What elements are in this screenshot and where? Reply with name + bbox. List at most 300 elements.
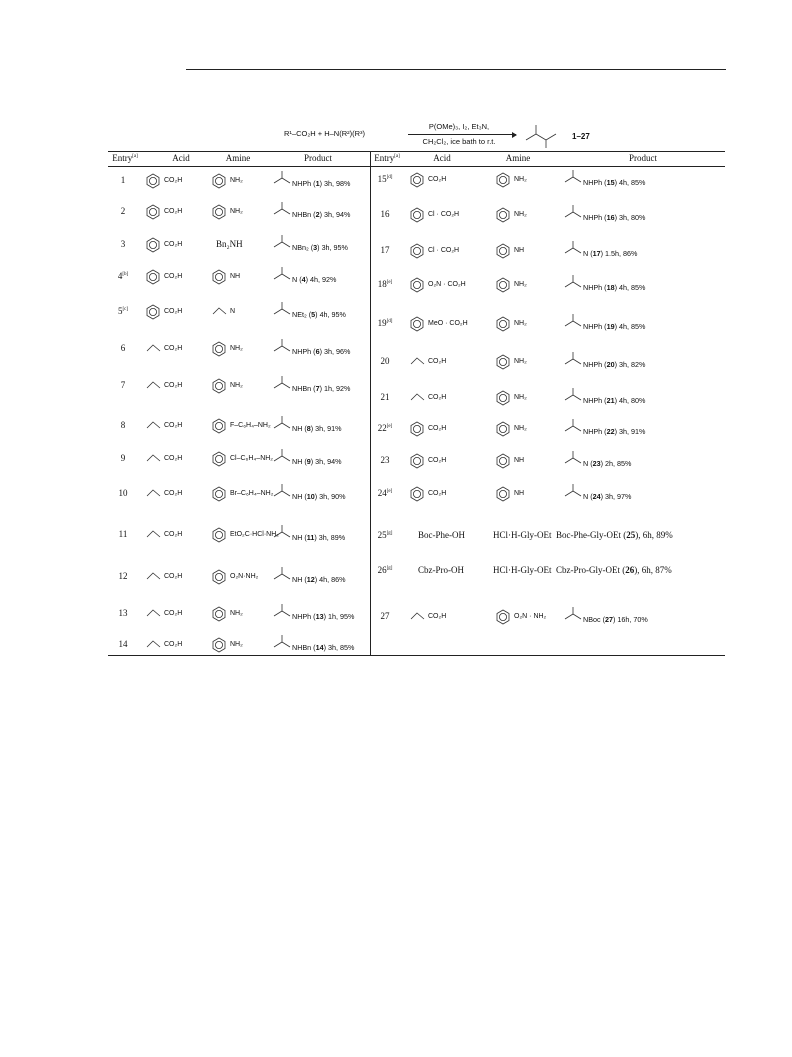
product-result: 3h, 82% — [618, 360, 646, 369]
amine-structure-svg — [496, 207, 512, 223]
compound-number: 19 — [606, 322, 615, 331]
amine-label: NH₂ — [230, 382, 243, 389]
product-text-group: NHPh (18) 4h, 85% — [583, 283, 646, 292]
product-substituent: NH — [292, 575, 303, 584]
product-text-group: NHPh (22) 3h, 91% — [583, 427, 646, 436]
product-result: 6h, 89% — [642, 530, 673, 540]
entry-number — [372, 174, 398, 184]
entry-footnote: [e] — [386, 424, 393, 429]
product-result: 3h, 98% — [323, 179, 351, 188]
entry-value: 26 — [377, 565, 387, 575]
compound-number: 27 — [604, 615, 613, 624]
entry-number — [372, 530, 398, 540]
amide-structure — [522, 122, 570, 150]
compound-number: 17 — [592, 249, 601, 258]
product-name: Boc-Phe-Gly-OEt (25), 6h, 89% — [556, 530, 673, 540]
entry-number — [372, 279, 398, 289]
product-result: 3h, 95% — [321, 243, 348, 252]
compound-number: 26 — [625, 565, 635, 575]
product-substituent: NHBn — [292, 384, 312, 393]
entry-value: 9 — [120, 453, 126, 463]
product-text-group: NH (10) 3h, 90% — [292, 492, 346, 501]
product-text-group: NBoc (27) 16h, 70% — [583, 615, 648, 624]
product-substituent: NHBn — [292, 643, 312, 652]
acid-structure — [410, 172, 426, 193]
acid-label: CO₂H — [164, 241, 183, 248]
amine-label: NH₂ — [514, 425, 527, 432]
product-substituent: NH — [292, 492, 303, 501]
entry-number — [110, 380, 136, 390]
product-text-group: NH (8) 3h, 91% — [292, 424, 342, 433]
entry-value: 15 — [377, 174, 387, 184]
header-entry-left — [110, 153, 140, 163]
amine-structure-svg — [212, 341, 228, 357]
acid-structure-svg — [410, 172, 426, 188]
reaction-arrow — [408, 134, 516, 135]
entry-value: 2 — [120, 206, 126, 216]
table-row — [108, 245, 725, 265]
product-substituent: NBoc — [583, 615, 601, 624]
acid-label: CO₂H — [164, 573, 183, 580]
product-result: 4h, 85% — [618, 283, 646, 292]
amine-structure-svg — [496, 421, 512, 437]
amine-structure-svg — [496, 277, 512, 293]
header-entry-text: Entry — [112, 153, 133, 163]
acid-structure-svg — [146, 341, 162, 357]
product-text-group: NEt₂ (5) 4h, 95% — [292, 310, 346, 319]
compound-number: 9 — [306, 457, 311, 466]
header-entry-text: Entry — [374, 153, 395, 163]
entry-number — [372, 565, 398, 575]
amine-structure — [496, 453, 512, 474]
product-substituent: N — [583, 249, 589, 258]
entry-value: 20 — [380, 356, 390, 366]
amine-label: NH₂ — [514, 358, 527, 365]
compound-number: 15 — [606, 178, 615, 187]
amine-structure — [496, 207, 512, 228]
amine-structure-svg — [496, 390, 512, 406]
product-result: 3h, 80% — [618, 213, 646, 222]
entry-footnote: [g] — [386, 566, 393, 571]
substrate-table — [108, 151, 725, 656]
amine-structure — [496, 421, 512, 442]
acid-label: Cl · CO₂H — [428, 211, 460, 218]
amine-structure-svg — [212, 637, 228, 653]
amine-structure-svg — [496, 316, 512, 332]
acid-structure-svg — [410, 316, 426, 332]
amine-label: NH₂ — [514, 211, 527, 218]
table-header — [108, 152, 725, 167]
table-row — [108, 488, 725, 508]
table-row — [108, 639, 725, 659]
amine-label: NH₂ — [230, 208, 243, 215]
entry-value: 17 — [380, 245, 390, 255]
acid-structure — [146, 637, 162, 658]
scheme-conditions-bottom: CH₂Cl₂, ice bath to r.t. — [422, 137, 496, 146]
entry-number — [372, 488, 398, 498]
acid-label: CO₂H — [164, 641, 183, 648]
entry-value: 1 — [120, 175, 126, 185]
entry-number — [110, 343, 136, 353]
amine-label: F–C₆H₄–NH₂ — [230, 422, 271, 429]
product-text-group: NHPh (20) 3h, 82% — [583, 360, 646, 369]
acid-label: CO₂H — [164, 208, 183, 215]
entry-number — [110, 306, 136, 316]
product-substituent: NH — [292, 424, 303, 433]
acid-label: O₂N · CO₂H — [428, 281, 466, 288]
scheme-conditions-top: P(OMe)₃, I₂, Et₃N, — [428, 122, 490, 131]
product-result: 16h, 70% — [617, 615, 648, 624]
entry-value: 6 — [120, 343, 126, 353]
product-name: Cbz-Pro-Gly-OEt (26), 6h, 87% — [556, 565, 672, 575]
amine-structure-svg — [496, 486, 512, 502]
entry-value: 24 — [377, 488, 387, 498]
compound-number: 1 — [315, 179, 320, 188]
amine-structure-svg — [496, 609, 512, 625]
amine-label: NH₂ — [514, 176, 527, 183]
acid-label: CO₂H — [164, 490, 183, 497]
table-row — [108, 565, 725, 585]
product-text-group: N (24) 3h, 97% — [583, 492, 632, 501]
header-amine-right: Amine — [505, 153, 531, 163]
amine-structure — [496, 243, 512, 264]
entry-footnote: [d] — [386, 175, 393, 180]
table-row — [108, 392, 725, 412]
acid-structure-svg — [410, 207, 426, 223]
acid-structure-svg — [410, 421, 426, 437]
product-result: 3h, 91% — [618, 427, 646, 436]
product-text-group: NHBn (14) 3h, 85% — [292, 643, 355, 652]
product-text-group: NHBn (2) 3h, 94% — [292, 210, 351, 219]
header-entry-note: [a] — [132, 154, 138, 159]
amine-label: NH — [514, 247, 525, 254]
product-text-group: NHPh (19) 4h, 85% — [583, 322, 646, 331]
acid-structure-svg — [146, 637, 162, 653]
product-substituent: NH — [292, 533, 303, 542]
entry-value: 8 — [120, 420, 126, 430]
reaction-scheme — [284, 118, 590, 152]
acid-label: Cl · CO₂H — [428, 247, 460, 254]
table-row — [108, 318, 725, 338]
product-text-group: NH (12) 4h, 86% — [292, 575, 346, 584]
entry-footnote: [e] — [386, 280, 393, 285]
product-result: 4h, 86% — [319, 575, 346, 584]
product-substituent: NHPh — [292, 179, 312, 188]
product-substituent: NEt₂ — [292, 310, 307, 319]
acid-structure — [410, 207, 426, 228]
table-row — [108, 423, 725, 443]
compound-number: 2 — [315, 210, 320, 219]
acid-label: CO₂H — [428, 490, 447, 497]
product-text-group: NHPh (16) 3h, 80% — [583, 213, 646, 222]
compound-number: 10 — [306, 492, 315, 501]
entry-value: 4 — [117, 271, 123, 281]
amine-structure-svg — [496, 172, 512, 188]
amine-name: HCl·H-Gly-OEt — [493, 565, 552, 575]
entry-value: 10 — [118, 488, 128, 498]
amine-label: NH — [514, 490, 525, 497]
product-substituent: N — [583, 459, 589, 468]
product-text: Cbz-Pro-Gly-OEt — [556, 565, 620, 575]
product-result: 3h, 97% — [604, 492, 632, 501]
acid-structure — [410, 354, 426, 375]
entry-number — [110, 639, 136, 649]
entry-value: 22 — [377, 423, 387, 433]
acid-structure-svg — [410, 354, 426, 370]
entry-number — [372, 423, 398, 433]
amine-label: Cl–C₆H₄–NH₂ — [230, 455, 274, 462]
product-substituent: N — [583, 492, 589, 501]
compound-number: 18 — [606, 283, 615, 292]
product-substituent: NHPh — [583, 427, 603, 436]
amine-structure — [496, 390, 512, 411]
product-substituent: NHPh — [292, 347, 312, 356]
product-substituent: NHPh — [583, 213, 603, 222]
header-product-right: Product — [629, 153, 657, 163]
table-row — [108, 611, 725, 631]
acid-structure-svg — [410, 453, 426, 469]
header-entry-right — [370, 153, 404, 163]
amine-label: NH₂ — [230, 610, 243, 617]
acid-structure-svg — [410, 390, 426, 406]
compound-number: 4 — [301, 275, 306, 284]
amine-label: Bn₂NH — [216, 239, 243, 249]
product-result: 3h, 96% — [323, 347, 351, 356]
product-substituent: NHPh — [583, 283, 603, 292]
compound-number: 3 — [313, 243, 318, 252]
product-result: 1h, 92% — [323, 384, 351, 393]
acid-label: CO₂H — [428, 457, 447, 464]
table-row — [108, 455, 725, 475]
amine-structure — [496, 486, 512, 507]
product-result: 3h, 90% — [319, 492, 346, 501]
entry-footnote: [e] — [386, 489, 393, 494]
compound-number: 7 — [315, 384, 320, 393]
entry-number — [372, 392, 398, 402]
product-text-group: NHPh (1) 3h, 98% — [292, 179, 351, 188]
acid-structure — [410, 421, 426, 442]
amine-label: N — [230, 308, 236, 315]
amine-label: NH — [514, 457, 525, 464]
entry-value: 18 — [377, 279, 387, 289]
acid-structure — [410, 277, 426, 298]
entry-value: 14 — [118, 639, 128, 649]
amine-label: NH₂ — [514, 394, 527, 401]
scheme-reactants: R¹–CO₂H + H–N(R²)(R³) — [284, 129, 366, 138]
acid-structure-svg — [410, 609, 426, 625]
entry-footnote: [b] — [122, 272, 129, 277]
compound-number: 21 — [606, 396, 615, 405]
product-text-group: N (4) 4h, 92% — [292, 275, 337, 284]
amine-label: NH₂ — [230, 641, 243, 648]
acid-structure-svg — [410, 243, 426, 259]
entry-value: 3 — [120, 239, 126, 249]
product-result: 4h, 80% — [618, 396, 646, 405]
amine-label: NH — [230, 273, 241, 280]
compound-number: 23 — [592, 459, 601, 468]
compound-number: 14 — [315, 643, 324, 652]
table-row — [108, 209, 725, 229]
header-entry-note: [a] — [394, 154, 400, 159]
compound-number: 24 — [592, 492, 601, 501]
product-text-group: N (23) 2h, 85% — [583, 459, 632, 468]
amine-structure — [496, 277, 512, 298]
acid-structure — [410, 316, 426, 337]
compound-number: 8 — [306, 424, 311, 433]
entry-number — [372, 245, 398, 255]
acid-structure — [410, 486, 426, 507]
product-text-group: NH (9) 3h, 94% — [292, 457, 342, 466]
acid-label: CO₂H — [428, 176, 447, 183]
acid-label: CO₂H — [428, 613, 447, 620]
product-text-group: NHPh (13) 1h, 95% — [292, 612, 355, 621]
entry-number — [372, 611, 398, 621]
product-text-group: NHBn (7) 1h, 92% — [292, 384, 351, 393]
compound-number: 25 — [626, 530, 636, 540]
scheme-product — [522, 122, 590, 150]
acid-structure — [410, 390, 426, 411]
product-text-group: NBn₂ (3) 3h, 95% — [292, 243, 348, 252]
amine-structure — [496, 172, 512, 193]
acid-label: CO₂H — [164, 422, 183, 429]
product-result: 1h, 95% — [327, 612, 355, 621]
amine-structure — [496, 354, 512, 375]
product-result: 4h, 85% — [618, 322, 646, 331]
product-substituent: NHPh — [583, 178, 603, 187]
product-result: 4h, 95% — [319, 310, 346, 319]
amine-label: O₂N · NH₂ — [514, 613, 547, 620]
product-result: 6h, 87% — [641, 565, 672, 575]
amine-structure — [496, 316, 512, 337]
product-substituent: NH — [292, 457, 303, 466]
entry-footnote: [g] — [386, 531, 393, 536]
product-substituent: NHPh — [583, 360, 603, 369]
compound-number: 16 — [606, 213, 615, 222]
header-amine-left: Amine — [225, 153, 251, 163]
product-text-group: N (17) 1.5h, 86% — [583, 249, 638, 258]
entry-footnote: [c] — [122, 307, 129, 312]
amine-label: EtO₂C·HCl·NH₂ — [230, 531, 279, 538]
amine-label: NH₂ — [230, 177, 243, 184]
acid-structure — [410, 243, 426, 264]
acid-label: CO₂H — [164, 531, 183, 538]
product-text-group: NH (11) 3h, 89% — [292, 533, 346, 542]
product-substituent: NHBn — [292, 210, 312, 219]
compound-number: 22 — [606, 427, 615, 436]
table-row — [108, 174, 725, 194]
acid-label: CO₂H — [164, 382, 183, 389]
acid-name: Boc-Phe-OH — [418, 530, 465, 540]
acid-label: CO₂H — [164, 610, 183, 617]
entry-value: 5 — [117, 306, 123, 316]
acid-label: CO₂H — [428, 394, 447, 401]
table-row — [108, 530, 725, 550]
product-result: 3h, 89% — [318, 533, 346, 542]
acid-label: CO₂H — [164, 177, 183, 184]
entry-number — [372, 356, 398, 366]
entry-value: 23 — [380, 455, 390, 465]
amine-structure — [496, 609, 512, 630]
entry-value: 12 — [118, 571, 128, 581]
product-substituent: NBn₂ — [292, 243, 309, 252]
entry-value: 11 — [118, 529, 128, 539]
product-substituent: N — [292, 275, 298, 284]
compound-number: 6 — [315, 347, 320, 356]
entry-footnote: [d] — [386, 319, 393, 324]
amine-structure-svg — [496, 354, 512, 370]
table-row — [108, 356, 725, 376]
acid-structure — [410, 609, 426, 630]
product-text-group: NHPh (21) 4h, 80% — [583, 396, 646, 405]
entry-value: 27 — [380, 611, 390, 621]
amine-label: O₂N·NH₂ — [230, 573, 259, 580]
product-result: 3h, 94% — [315, 457, 342, 466]
compound-number: 11 — [306, 533, 315, 542]
entry-value: 16 — [380, 209, 390, 219]
header-acid-left: Acid — [172, 153, 190, 163]
page-header-rule — [186, 69, 726, 70]
amine-label: NH₂ — [230, 345, 243, 352]
header-acid-right: Acid — [433, 153, 451, 163]
product-result: 2h, 85% — [604, 459, 632, 468]
entry-value: 13 — [118, 608, 128, 618]
amine-label: NH₂ — [514, 320, 527, 327]
amine-structure-svg — [496, 453, 512, 469]
product-result: 1.5h, 86% — [604, 249, 638, 258]
acid-label: CO₂H — [428, 358, 447, 365]
product-substituent: NHPh — [292, 612, 312, 621]
compound-number: 12 — [306, 575, 315, 584]
entry-value: 19 — [377, 318, 387, 328]
product-substituent: NHPh — [583, 396, 603, 405]
product-result: 4h, 92% — [309, 275, 337, 284]
product-text-group: NHPh (6) 3h, 96% — [292, 347, 351, 356]
acid-label: CO₂H — [428, 425, 447, 432]
acid-structure-svg — [410, 277, 426, 293]
compound-number: 13 — [315, 612, 324, 621]
header-product-left: Product — [304, 153, 332, 163]
amine-structure — [212, 637, 228, 658]
amine-label: NH₂ — [514, 281, 527, 288]
scheme-product-label: 1–27 — [572, 132, 590, 141]
product-text-group: NHPh (15) 4h, 85% — [583, 178, 646, 187]
table-row — [108, 279, 725, 299]
product-result: 4h, 85% — [618, 178, 646, 187]
product-text: Boc-Phe-Gly-OEt — [556, 530, 621, 540]
compound-number: 20 — [606, 360, 615, 369]
product-result: 3h, 94% — [323, 210, 351, 219]
amine-label: Br–C₆H₄–NH₂ — [230, 490, 274, 497]
compound-number: 5 — [311, 310, 316, 319]
entry-value: 21 — [380, 392, 390, 402]
amine-name: HCl·H-Gly-OEt — [493, 530, 552, 540]
entry-number — [372, 209, 398, 219]
acid-label: MeO · CO₂H — [428, 320, 468, 327]
acid-label: CO₂H — [164, 345, 183, 352]
acid-name: Cbz-Pro-OH — [418, 565, 464, 575]
product-result: 3h, 91% — [315, 424, 342, 433]
entry-value: 7 — [120, 380, 126, 390]
entry-value: 25 — [377, 530, 387, 540]
acid-label: CO₂H — [164, 273, 183, 280]
entry-number — [372, 455, 398, 465]
acid-label: CO₂H — [164, 308, 183, 315]
amine-structure-svg — [496, 243, 512, 259]
acid-label: CO₂H — [164, 455, 183, 462]
product-result: 3h, 85% — [327, 643, 355, 652]
product-substituent: NHPh — [583, 322, 603, 331]
acid-structure — [410, 453, 426, 474]
